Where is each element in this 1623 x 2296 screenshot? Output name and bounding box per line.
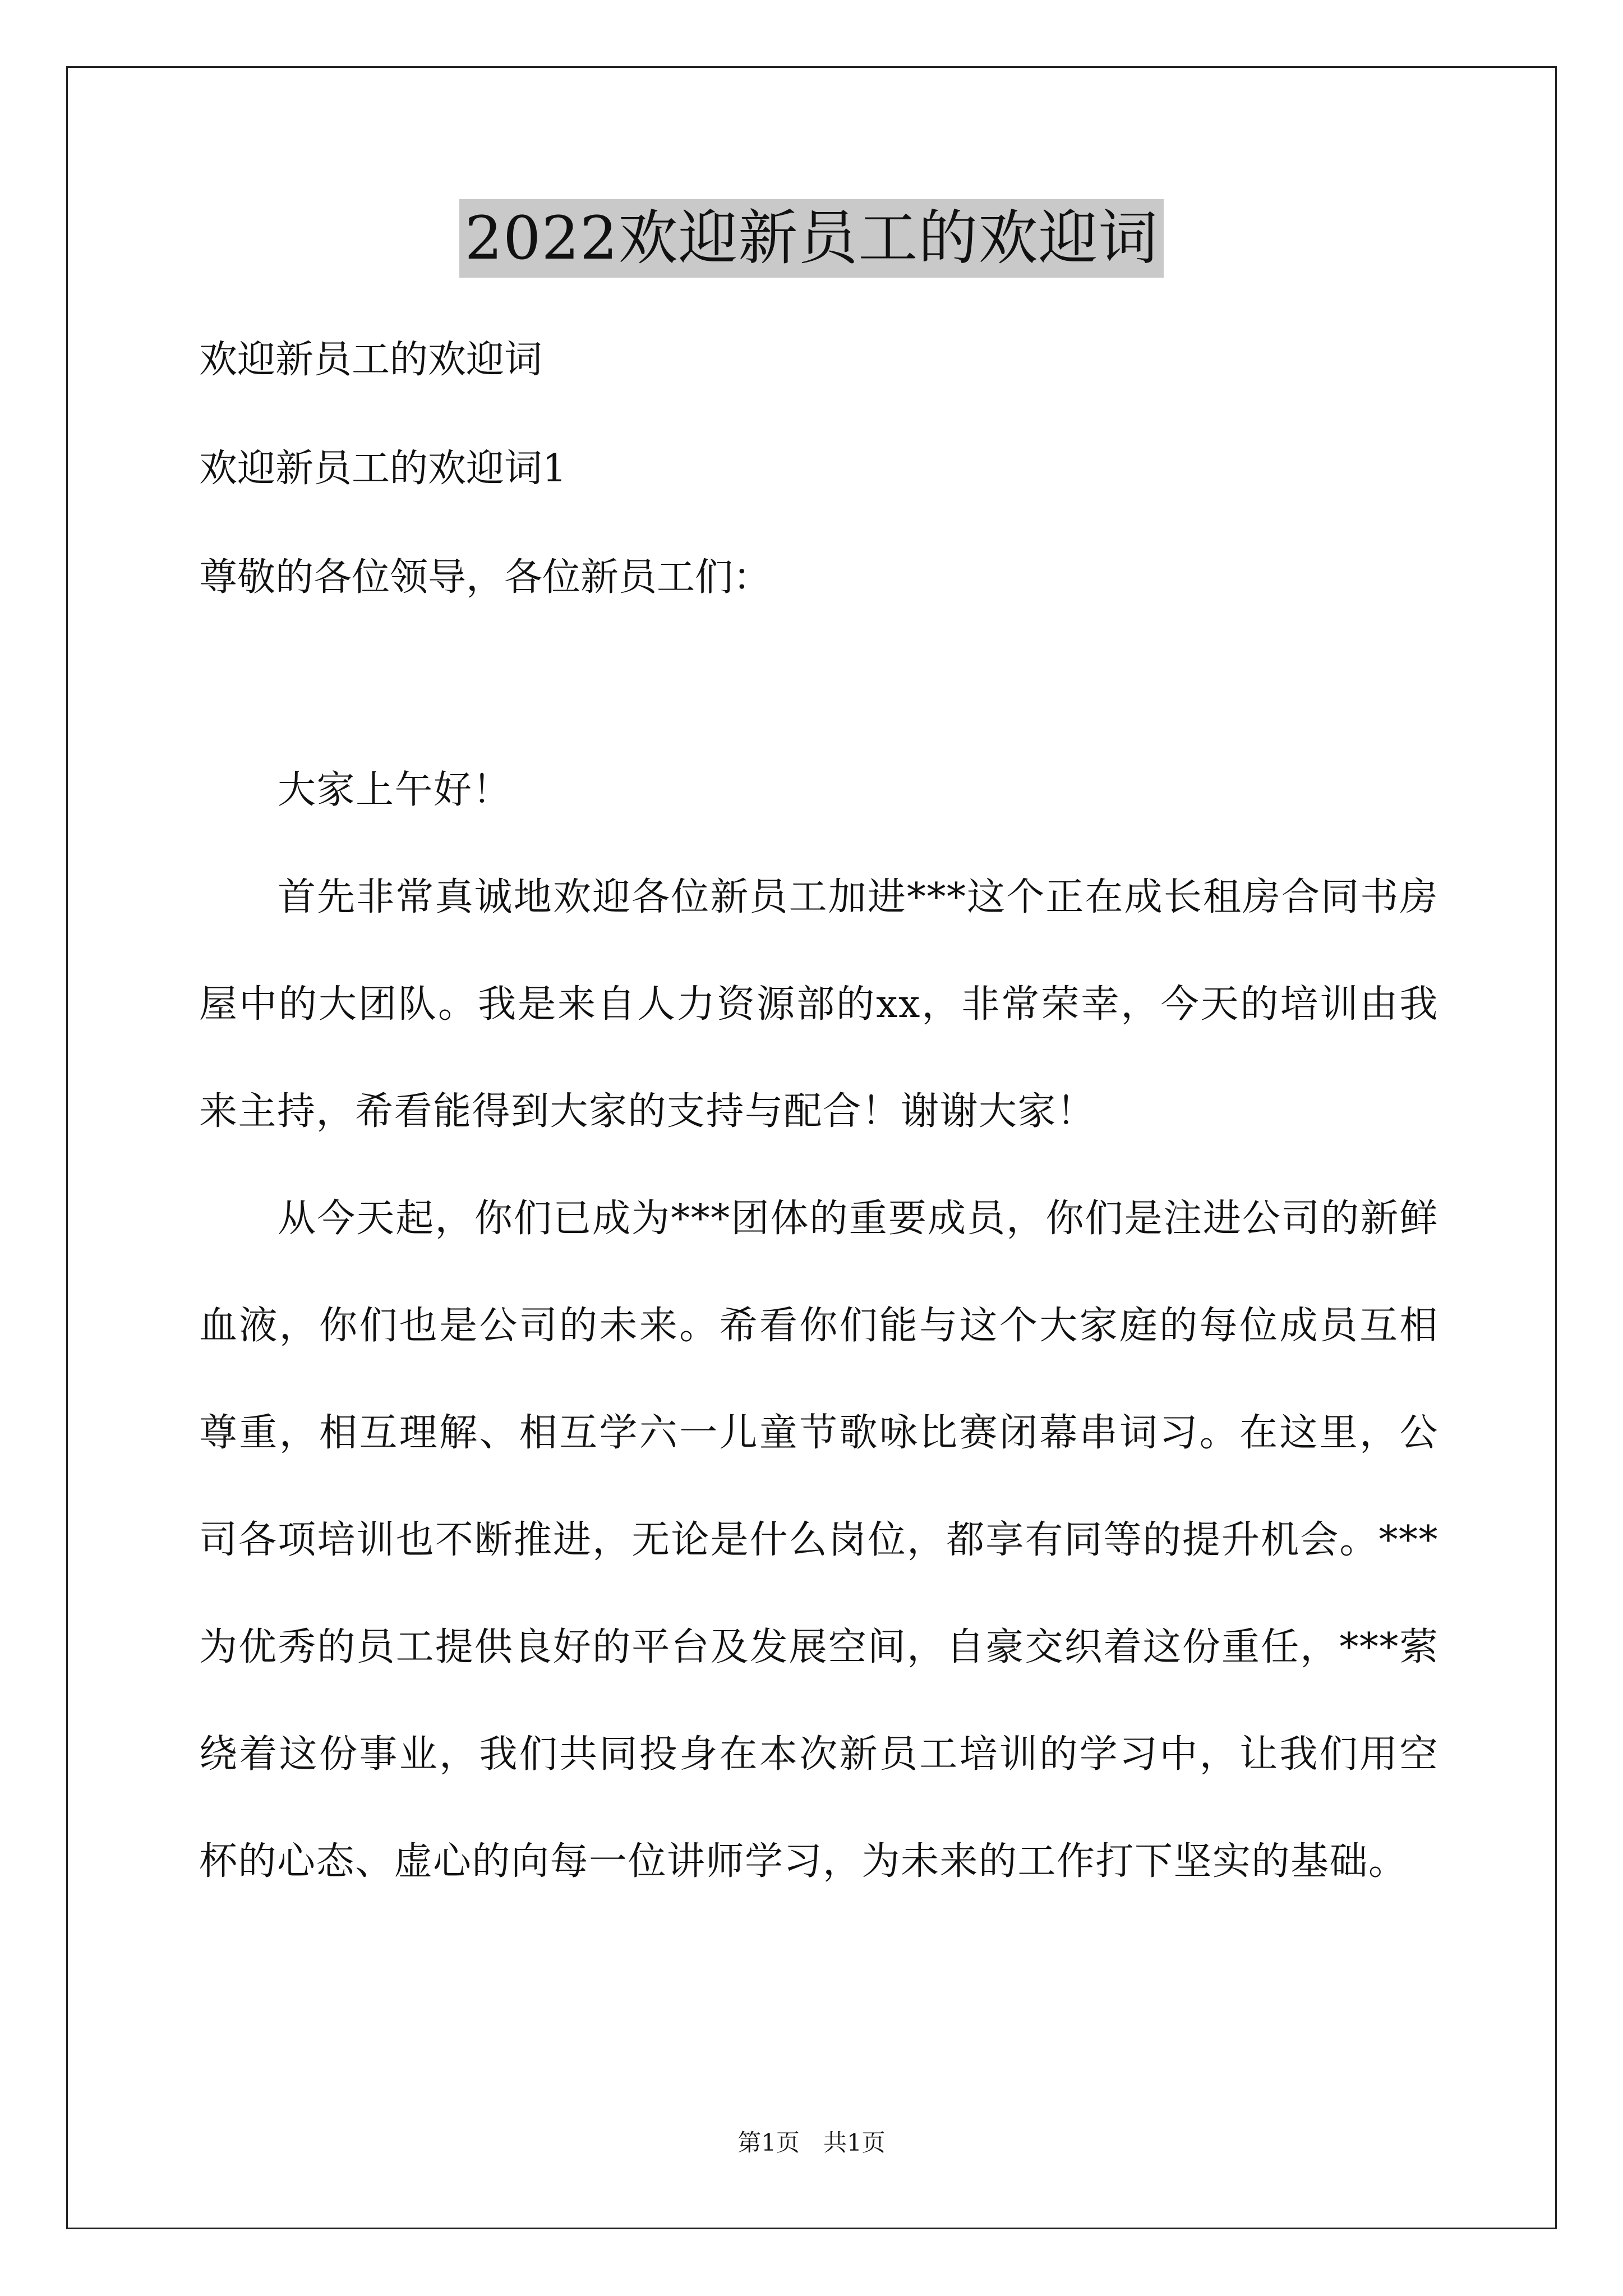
paragraph-welcome: 首先非常真诚地欢迎各位新员工加进***这个正在成长租房合同书房屋中的大团队。我是来自人力资源部的xx，非常荣幸，今天的培训由我来主持，希看能得到大家的支持与配合！谢谢大家！ (199, 875, 1438, 1134)
document-title: 2022欢迎新员工的欢迎词 (459, 199, 1164, 278)
heading-secondary: 欢迎新员工的欢迎词1 (199, 447, 567, 491)
page-footer: 第1页 共1页 (737, 2129, 886, 2156)
paragraph-greeting: 大家上午好！ (278, 768, 512, 812)
title-container (0, 199, 1623, 278)
salutation: 尊敬的各位领导，各位新员工们： (199, 555, 772, 600)
document-body (199, 306, 1438, 1915)
paragraph-expectations: 从今天起，你们已成为***团体的重要成员，你们是注进公司的新鲜血液，你们也是公司的未来。希看你们能与这个大家庭的每位成员互相尊重，相互理解、相互学六一儿童节歌咏比赛闭幕串词习。在这里，公司各项培训也不断推进，无论是什么岗位，都享有同等的提升机会。***为优秀的员工提供良好的平台及发展空间，自豪交织着这份重任，***萦绕着这份事业，我们共同投身在本次新员工培训的学习中，让我们用空杯的心态、虚心的向每一位讲师学习，为未来的工作打下坚实的基础。 (199, 1197, 1438, 1884)
blank-line (199, 632, 1438, 737)
heading-primary: 欢迎新员工的欢迎词 (199, 338, 543, 382)
